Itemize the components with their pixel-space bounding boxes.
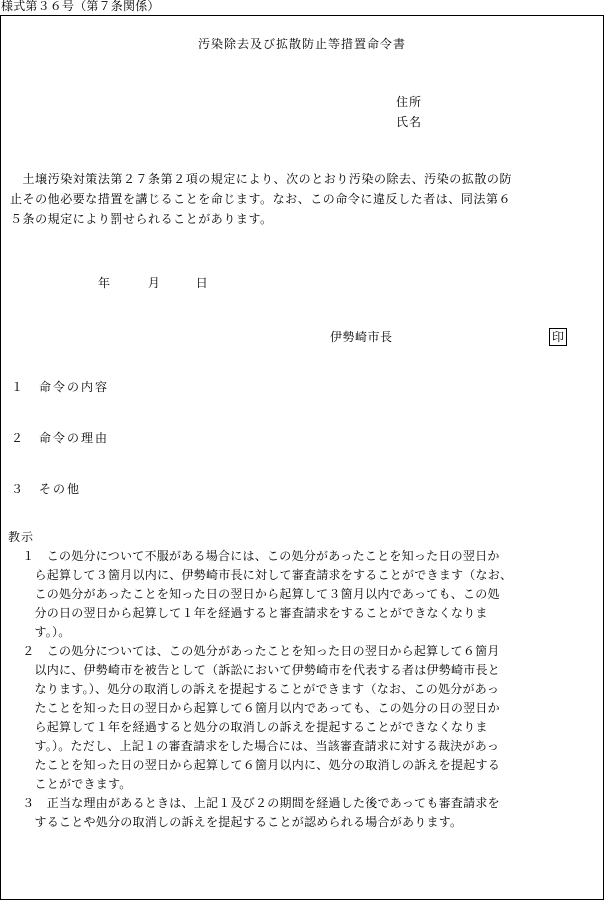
instruction-line: ら起算して３箇月以内に、伊勢崎市長に対して審査請求をすることができます（なお、 [10,568,513,582]
instruction-line: す。）。ただし、上記１の審査請求をした場合には、当該審査請求に対する裁決があっ [10,739,500,753]
item-label: その他 [39,482,82,496]
instruction-line: ２ この処分については、この処分があったことを知った日の翌日から起算して６箇月 [10,644,500,658]
item-order-reason [11,432,109,444]
name-label: 氏名 [396,115,423,129]
item-label: 命令の内容 [39,380,110,394]
item-other [11,483,81,495]
item-order-content [11,381,109,393]
instruction-line: す。）。 [10,625,71,639]
date-row [98,277,208,289]
item-number: ２ [11,431,24,445]
date-day: 日 [195,276,208,290]
instruction-line: たことを知った日の翌日から起算して６箇月以内に、処分の取消しの訴えを提起する [10,758,501,772]
instruction-line: たことを知った日の翌日から起算して６箇月以内であっても、この処分の日の翌日か [10,701,500,715]
item-number: １ [11,380,24,394]
instruction-line: ３ 正当な理由があるときは、上記１及び２の期間を経過した後であっても審査請求を [10,796,500,810]
instruction-line: 分の日の翌日から起算して１年を経過すると審査請求をすることができなくなりま [10,606,488,620]
instruction-paragraph-3 [10,797,600,835]
instruction-line: することや処分の取消しの訴えを提起することが認められる場合があります。 [10,815,463,829]
instruction-heading: 教示 [8,530,35,544]
address-label: 住所 [396,95,423,109]
order-line: 土壌汚染対策法第２７条第２項の規定により、次のとおり汚染の除去、汚染の拡散の防 [10,172,513,186]
instruction-line: 以内に、伊勢崎市を被告として（訴訟において伊勢崎市を代表する者は伊勢崎市長と [10,663,501,677]
date-month: 月 [147,276,160,290]
document-title: 汚染除去及び拡散防止等措置命令書 [197,37,406,51]
instruction-line: なります。）、処分の取消しの訴えを提起することができます（なお、この処分があっ [10,682,500,696]
instruction-line: ら起算して１年を経過すると処分の取消しの訴えを提起することができなくなりま [10,720,488,734]
item-number: ３ [11,482,24,496]
instruction-line: １ この処分について不服がある場合には、この処分があったことを知った日の翌日か [10,549,500,563]
issuer-title: 伊勢崎市長 [330,330,393,344]
instruction-line: ことができます。 [10,777,132,791]
seal-mark: 印 [549,328,567,346]
order-line: 止その他必要な措置を講じることを命じます。なお、この命令に違反した者は、同法第６ [10,192,512,206]
date-year: 年 [98,276,111,290]
item-label: 命令の理由 [39,431,110,445]
instruction-paragraph-1 [10,550,600,645]
form-number: 様式第３６号（第７条関係） [1,0,160,13]
instruction-line: この処分があったことを知った日の翌日から起算して３箇月以内であっても、この処 [10,587,500,601]
instruction-paragraph-2 [10,645,600,797]
order-paragraph [10,173,600,233]
order-line: ５条の規定により罰せられることがあります。 [10,212,273,226]
